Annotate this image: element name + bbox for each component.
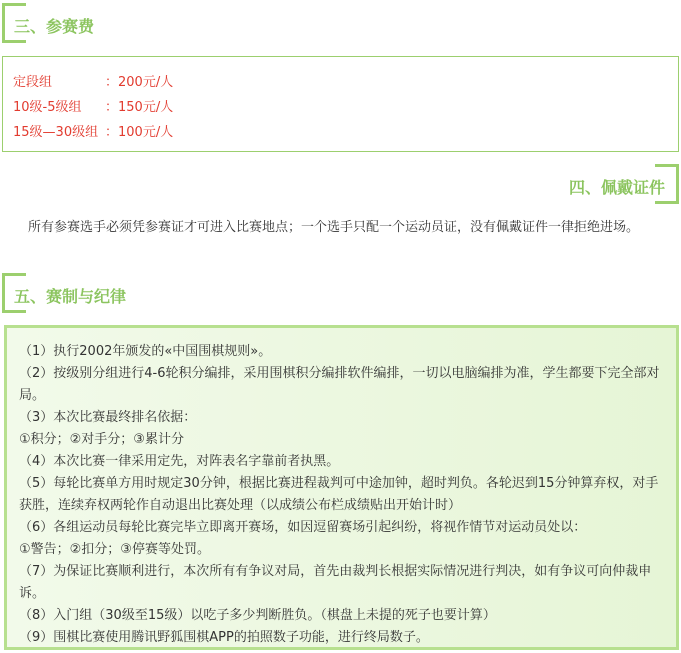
fee-group: 10级-5级组 (13, 100, 82, 115)
rule-line: （8）入门组（30级至15级）以吃子多少判断胜负。（棋盘上未提的死子也要计算） (19, 608, 496, 623)
fee-price: ：150元/人 (105, 100, 174, 115)
section-heading-rules (2, 273, 322, 313)
fee-group: 15级—30级组 (13, 125, 99, 140)
fee-row (13, 96, 173, 115)
fee-price: ：200元/人 (105, 75, 174, 90)
rule-line: ①积分；②对手分；③累计分 (19, 432, 184, 447)
rule-line: （3）本次比赛最终排名依据： (19, 410, 197, 425)
badge-paragraph: 所有参赛选手必须凭参赛证才可进入比赛地点；一个选手只配一个运动员证，没有佩戴证件一律拒绝进场。 (28, 220, 640, 235)
rule-line: （9）围棋比赛使用腾讯野狐围棋APP的拍照数子功能，进行终局数子。 (19, 630, 429, 645)
fee-row (13, 121, 173, 140)
section-heading-badge (359, 164, 679, 204)
fee-price: ：100元/人 (105, 125, 174, 140)
rule-line: （1）执行2002年颁发的«中国围棋规则»。 (19, 344, 272, 359)
fee-row (13, 71, 173, 90)
section-title-fee: 三、参赛费 (14, 17, 95, 36)
rule-line: （6）各组运动员每轮比赛完毕立即离开赛场，如因逗留赛场引起纠纷，将视作情节对运动员处以： (19, 520, 587, 535)
rule-line: （5）每轮比赛单方用时规定30分钟，根据比赛进程裁判可中途加钟，超时判负。各轮迟到15分钟算弃权，对手获胜，连续弃权两轮作自动退出比赛处理（以成绩公布栏成绩贴出开始计时） (19, 476, 659, 513)
rule-line: （2）按级别分组进行4-6轮积分编排，采用围棋积分编排软件编排，一切以电脑编排为准，学生都要下完全部对局。 (19, 366, 660, 403)
rule-line: （4）本次比赛一律采用定先，对阵表名字靠前者执黑。 (19, 454, 340, 469)
fee-group: 定段组 (13, 75, 53, 90)
rule-line: （7）为保证比赛顺利进行，本次所有有争议对局，首先由裁判长根据实际情况进行判决，如有争议可向仲裁申诉。 (19, 564, 652, 601)
section-heading-fee (2, 3, 322, 43)
rules-box (4, 325, 679, 650)
section-title-rules: 五、赛制与纪律 (14, 287, 127, 306)
section-title-badge: 四、佩戴证件 (568, 178, 665, 197)
rules-list (19, 341, 669, 649)
fee-box (2, 56, 679, 152)
rule-line: ①警告；②扣分；③停赛等处罚。 (19, 542, 210, 557)
